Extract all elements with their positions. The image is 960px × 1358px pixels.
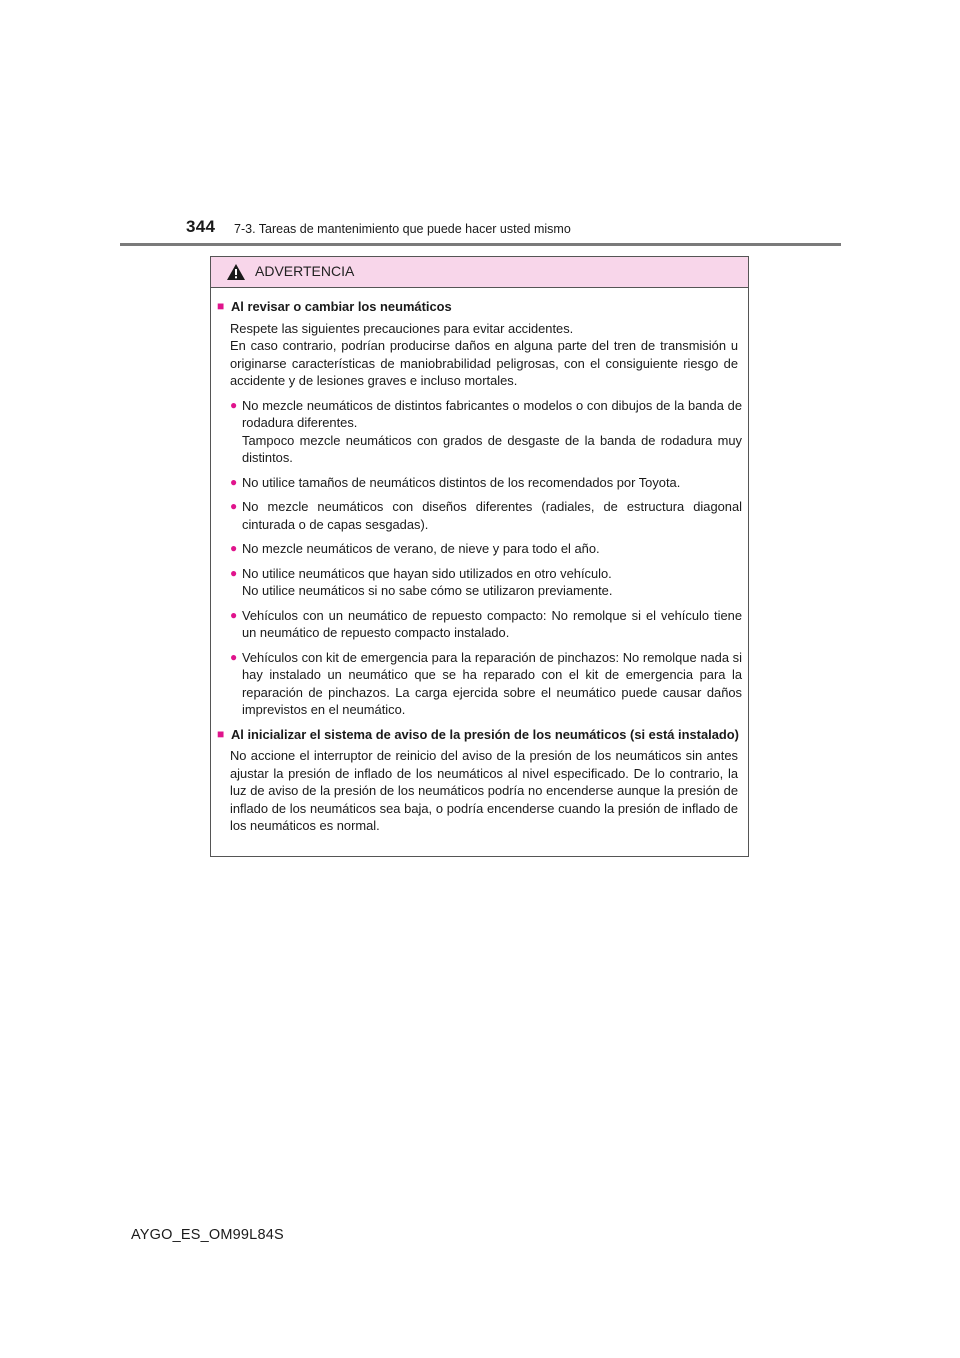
round-bullet-icon: ●: [230, 499, 238, 513]
warning-triangle-icon: [226, 263, 246, 281]
round-bullet-icon: ●: [230, 649, 238, 664]
warning-header: [211, 257, 748, 288]
warning-box: [210, 256, 749, 857]
section-intro: [230, 320, 742, 390]
round-bullet-icon: ●: [230, 397, 238, 412]
list-item-line: No mezcle neumáticos de verano, de nieve y para todo el año.: [242, 541, 600, 556]
list-item: [230, 474, 742, 492]
round-bullet-icon: ●: [230, 474, 238, 489]
warning-body: [211, 288, 748, 835]
list-item: [230, 397, 742, 467]
section-intro: [230, 747, 742, 835]
list-item-line: No mezcle neumáticos de distintos fabricantes o modelos o con dibujos de la banda de rodadura diferentes.: [242, 397, 742, 430]
list-item-text: [242, 474, 742, 492]
list-item-text: [242, 649, 742, 719]
section-heading-text: Al inicializar el sistema de aviso de la presión de los neumáticos (si está instalado): [231, 726, 739, 742]
warning-title: ADVERTENCIA: [255, 263, 355, 279]
intro-line: En caso contrario, podrían producirse daños en alguna parte del tren de transmisión u originarse características de maniobrabilidad peligrosas, con el consiguiente riesgo de accidente y de lesiones graves e incluso mortales.: [230, 338, 738, 388]
round-bullet-icon: ●: [230, 607, 238, 622]
section-heading-text: Al revisar o cambiar los neumáticos: [231, 299, 452, 314]
list-item-text: [242, 607, 742, 642]
list-item-text: [242, 540, 742, 558]
list-item-line: Vehículos con un neumático de repuesto compacto: No remolque si el vehículo tiene un neumático de repuesto compacto instalado.: [242, 607, 742, 640]
section-heading: [217, 298, 742, 316]
list-item: [230, 607, 742, 642]
list-item-line: Vehículos con kit de emergencia para la reparación de pinchazos: No remolque nada si hay instalado un neumático que se ha reparado con el kit de emergencia para la reparación de pinchazos. La carga ejercida sobre el neumático puede causar daños imprevistos en el neumático.: [242, 649, 742, 717]
list-item: [230, 540, 742, 558]
list-item: [230, 498, 742, 533]
list-item-line: No mezcle neumáticos con diseños diferentes (radiales, de estructura diagonal cinturada o de capas sesgadas).: [242, 499, 742, 532]
list-item-text: [242, 397, 742, 467]
square-bullet-icon: ■: [217, 726, 225, 741]
intro-line: No accione el interruptor de reinicio del aviso de la presión de los neumáticos sin antes ajustar la presión de inflado de los neumáticos al nivel especificado. De lo contrario, la luz de aviso de la presión de los neumáticos podría no encenderse aunque la presión de inflado de los neumáticos sea baja, o podría encenderse cuando la presión de inflado de los neumáticos es normal.: [230, 748, 738, 833]
intro-line: Respete las siguientes precauciones para evitar accidentes.: [230, 320, 574, 336]
section-title: 7-3. Tareas de mantenimiento que puede hacer usted mismo: [234, 222, 571, 236]
list-item: [230, 565, 742, 600]
list-item-text: [242, 498, 742, 533]
section-heading: [217, 726, 742, 744]
list-item-line: Tampoco mezcle neumáticos con grados de desgaste de la banda de rodadura muy distintos.: [242, 432, 742, 465]
square-bullet-icon: ■: [217, 299, 225, 313]
header-rule: [120, 243, 841, 246]
round-bullet-icon: ●: [230, 541, 238, 555]
list-item-line: No utilice neumáticos que hayan sido utilizados en otro vehículo.: [242, 565, 612, 581]
list-item-line: No utilice neumáticos si no sabe cómo se utilizaron previamente.: [242, 583, 613, 598]
manual-code: AYGO_ES_OM99L84S: [131, 1227, 284, 1243]
list-item-text: [242, 565, 742, 600]
list-item: [230, 649, 742, 719]
page-number: 344: [186, 217, 216, 236]
list-item-line: No utilice tamaños de neumáticos distintos de los recomendados por Toyota.: [242, 474, 681, 490]
round-bullet-icon: ●: [230, 565, 238, 580]
